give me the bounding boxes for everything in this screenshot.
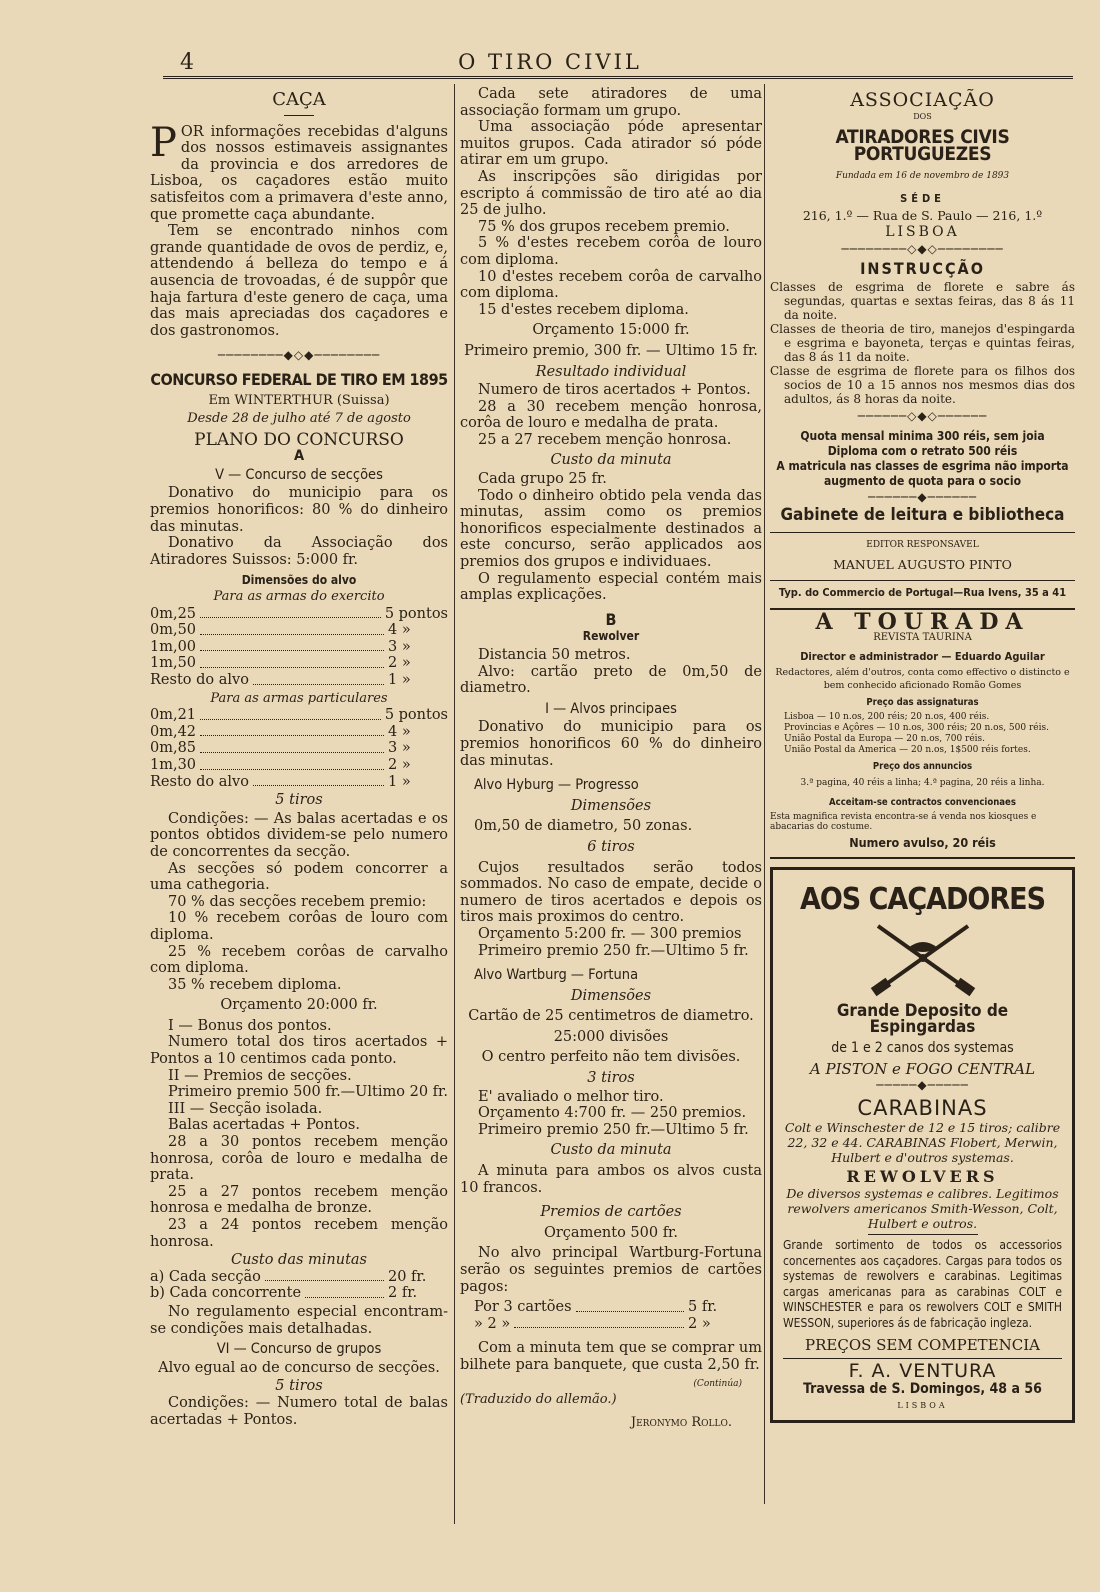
bonus-line: 28 a 30 pontos recebem menção honrosa, corôa de louro e medalha de prata.	[150, 1134, 448, 1184]
custo-row	[150, 1269, 448, 1286]
cartoes-row	[474, 1316, 748, 1333]
particulares-value: 3 »	[388, 740, 411, 757]
alvo-text: Alvo: cartão preto de 0m,50 de diametro.	[460, 663, 762, 697]
instrucao-heading: INSTRUCÇÃO	[860, 259, 985, 279]
particulares-label: 0m,85	[150, 740, 197, 757]
premio-line: Primeiro premio, 300 fr. — Ultimo 15 fr.	[464, 342, 758, 359]
cada-grupo: Cada grupo 25 fr.	[478, 471, 607, 488]
numero-text: Numero de tiros acertados + Pontos.	[478, 382, 751, 399]
ornament-divider: ────────◆◇◆────────	[217, 348, 381, 363]
dot-leader	[200, 757, 384, 770]
particulares-label: 0m,21	[150, 707, 197, 724]
particulares-row	[150, 757, 448, 774]
particulares-row	[150, 740, 448, 757]
dot-leader	[200, 707, 381, 720]
dot-leader	[200, 724, 384, 737]
rewolver-heading: Rewolver	[582, 629, 640, 644]
premio-25: 25 % recebem corôas de carvalho com diploma.	[150, 943, 448, 977]
cartao-text: Cartão de 25 centimetros de diametro.	[468, 1008, 754, 1025]
condicoes-text: Condições: — As balas acertadas e os pontos obtidos dividem-se pelo numero de concorrentes da secção.	[150, 810, 448, 860]
header-rule	[163, 76, 1073, 81]
particulares-row	[150, 724, 448, 741]
seccoes-text: As secções só podem concorrer a uma cathegoria.	[150, 860, 448, 894]
armas-exercito-heading: Para as armas do exercito	[213, 589, 385, 605]
particulares-value: 5 pontos	[384, 707, 448, 724]
column-middle	[460, 86, 762, 1431]
orcamento-4: Orçamento 500 fr.	[543, 1224, 679, 1241]
exercito-row	[150, 606, 448, 623]
dimensoes-heading-2: Dimensões	[570, 987, 652, 1004]
assoc-dos: DOS	[913, 111, 932, 121]
bonus-line: II — Premios de secções.	[168, 1067, 352, 1084]
wartburg-heading: Alvo Wartburg — Fortuna	[474, 967, 639, 984]
custo-value: 20 fr.	[388, 1268, 427, 1285]
dimensoes-heading: Dimensões	[570, 797, 652, 814]
exercito-value: 5 pontos	[384, 605, 448, 622]
bonus-line: I — Bonus dos pontos.	[168, 1017, 332, 1034]
exercito-value: 1 »	[388, 672, 411, 688]
tiros-heading-2: 5 tiros	[275, 1378, 323, 1395]
column-left	[150, 86, 448, 1428]
diametro: 0m,50 de diametro, 50 zonas.	[474, 818, 693, 835]
dot-leader	[200, 606, 381, 619]
ornament-divider: ──────◆──────	[868, 489, 977, 504]
magnifica-text: Esta magnifica revista encontra-se á venda nos kiosques e abacarias do costume.	[770, 811, 1037, 833]
donativo-1: Donativo do municipio para os premios honorificos: 80 % do dinheiro das minutas.	[150, 485, 448, 535]
grupos-heading: VI — Concurso de grupos	[216, 1341, 382, 1358]
condicoes-2: Condições: — Numero total de balas acertadas + Pontos.	[150, 1394, 448, 1428]
preco-assig-heading: Preço das assignaturas	[866, 697, 979, 709]
concurso-title: CONCURSO FEDERAL DE TIRO EM 1895	[150, 369, 448, 389]
bonus-line: III — Secção isolada.	[168, 1100, 323, 1117]
bonus-lines	[150, 1018, 448, 1250]
divider	[770, 857, 1075, 859]
cartoes-table	[460, 1299, 762, 1332]
regulamento-text: O regulamento especial contém mais amplas explicações.	[460, 570, 762, 604]
exercito-value: 3 »	[388, 638, 411, 655]
custo-label: b) Cada concorrente	[150, 1285, 302, 1302]
continua: (Continúa)	[693, 1378, 742, 1389]
editor-name: MANUEL AUGUSTO PINTO	[833, 557, 1012, 573]
dot-leader	[200, 622, 384, 635]
primeiro-2: Primeiro premio 250 fr.—Ultimo 5 fr.	[478, 942, 749, 959]
instrucao-list	[770, 280, 1075, 406]
bonus-line: Balas acertadas + Pontos.	[168, 1117, 360, 1134]
page-number: 4	[180, 50, 194, 75]
divisoes-text: 25:000 divisões	[553, 1028, 669, 1045]
particulares-row	[150, 774, 448, 791]
cartoes-label: Por 3 cartões	[474, 1299, 572, 1316]
primeiro-3: Primeiro premio 250 fr.—Ultimo 5 fr.	[478, 1121, 749, 1138]
exercito-value: 2 »	[388, 655, 411, 672]
diploma-text: Diploma com o retrato 500 réis	[827, 443, 1018, 458]
seis-tiros: 6 tiros	[587, 838, 635, 855]
crossed-rifles-icon	[868, 918, 978, 998]
alvos-principaes-heading: I — Alvos principaes	[545, 700, 677, 717]
orcamento: Orçamento 15:000 fr.	[532, 322, 690, 339]
divider	[284, 115, 314, 116]
divider	[770, 580, 1075, 581]
custo-heading: Custo da minuta	[550, 452, 672, 469]
assoc-title: ASSOCIAÇÃO	[850, 89, 995, 111]
no-alvo-text: No alvo principal Wartburg-Fortuna serão os seguintes premios de cartões pagos:	[460, 1245, 762, 1295]
resultado-heading: Resultado individual	[535, 363, 687, 380]
concurso-place: Em WINTERTHUR (Suissa)	[208, 392, 390, 408]
premios-cartoes-heading: Premios de cartões	[540, 1204, 682, 1221]
dot-leader	[305, 1285, 384, 1298]
dot-leader	[253, 774, 384, 787]
grupos-p3: As inscripções são dirigidas por escripto á commissão de tiro até ao dia 25 de julho.	[460, 168, 762, 219]
assig-line: Lisboa — 10 n.os, 200 réis; 20 n.os, 400 réis.	[784, 711, 990, 722]
preco-annuncios-heading: Preço dos annuncios	[872, 760, 973, 772]
lisboa: LISBOA	[885, 224, 960, 241]
redactores-text: Redactores, além d'outros, conta como effectivo o distincto e bem conhecido aficionado Romão Gomes	[775, 667, 1070, 691]
todo-text: Todo o dinheiro obtido pela venda das minutas, assim como os premios honorificos especialmente destinados a este concurso, serão applicados aos premios dos grupos e individuaes.	[460, 487, 762, 571]
alvo-igual: Alvo egual ao de concurso de secções.	[158, 1359, 440, 1376]
section-letter-b: B	[605, 609, 617, 629]
cartoes-label: » 2 »	[474, 1315, 511, 1332]
exercito-row	[150, 639, 448, 656]
orcamento: Orçamento 20:000 fr.	[220, 997, 378, 1014]
premio-35: 35 % recebem diploma.	[168, 976, 342, 993]
annuncios-text: 3.ª pagina, 40 réis a linha; 4.ª pagina, 20 réis a linha.	[800, 778, 1045, 789]
rewolvers-heading: REWOLVERS	[846, 1167, 999, 1187]
bonus-line: Numero total dos tiros acertados + Pontos a 10 centimos cada ponto.	[150, 1034, 448, 1068]
bonus-line: Primeiro premio 500 fr.—Ultimo 20 fr.	[168, 1084, 448, 1101]
drop-cap: P	[150, 119, 177, 166]
cartoes-row	[474, 1299, 748, 1316]
carabinas-heading: CARABINAS	[857, 1095, 988, 1120]
instrucao-item: Classes de esgrima de florete e sabre ás segundas, quartas e sextas feiras, das 8 ás 11 da noite.	[770, 279, 1075, 322]
tourada-title: A TOURADA	[815, 608, 1030, 635]
tres-tiros: 3 tiros	[587, 1070, 635, 1087]
cartoes-value: 2 »	[688, 1315, 711, 1332]
ad-box	[770, 867, 1075, 1423]
dimensoes-heading: Dimensões do alvo	[241, 573, 357, 588]
assig-line: Provincias e Açôres — 10 n.os, 300 réis; 20 n.os, 500 réis.	[784, 722, 1049, 733]
exercito-value: 4 »	[388, 622, 411, 639]
grupos-p1: Cada sete atiradores de uma associação formam um grupo.	[460, 86, 762, 119]
ventura-name: F. A. VENTURA	[848, 1359, 997, 1382]
custo-table	[150, 1269, 448, 1302]
premio-70: 70 % das secções recebem premio:	[168, 893, 427, 910]
exercito-label: 0m,25	[150, 605, 197, 622]
column-divider	[764, 84, 765, 1504]
orcamento-3: Orçamento 4:700 fr. — 250 premios.	[478, 1105, 747, 1122]
morada: 216, 1.º — Rua de S. Paulo — 216, 1.º	[802, 207, 1043, 223]
exercito-label: 0m,50	[150, 622, 197, 639]
gabinete-title: Gabinete de leitura e bibliotheca	[780, 505, 1065, 526]
sede: SÉDE	[900, 191, 945, 205]
travessa-text: Travessa de S. Domingos, 48 a 56	[803, 1381, 1042, 1398]
column-right	[770, 86, 1075, 1423]
p28-text: 28 a 30 recebem menção honrosa, corôa de louro e medalha de prata.	[460, 398, 762, 432]
piston-text: A PISTON e FOGO CENTRAL	[809, 1059, 1036, 1078]
bonus-line: 23 a 24 pontos recebem menção honrosa.	[150, 1217, 448, 1250]
exercito-label: 1m,50	[150, 655, 197, 672]
matricula-text: A matricula nas classes de esgrima não importa augmento de quota para o socio	[776, 458, 1069, 488]
director-line: Director e administrador — Eduardo Aguilar	[800, 649, 1045, 663]
grupos-p4: 75 % dos grupos recebem premio.	[478, 218, 730, 235]
minuta-text: A minuta para ambos os alvos custa 10 francos.	[460, 1163, 762, 1196]
avulso-text: Numero avulso, 20 réis	[849, 834, 996, 850]
column-divider	[454, 84, 455, 1524]
custo-heading: Custo das minutas	[231, 1252, 367, 1269]
assig-line: União Postal da Europa — 20 n.os, 700 réis.	[784, 733, 986, 744]
lisboa-footer: LISBOA	[897, 1400, 948, 1410]
assig-line: União Postal da America — 20 n.os, 1$500 réis fortes.	[784, 744, 1031, 755]
custo-row	[150, 1285, 448, 1302]
caca-text: OR informações recebidas d'alguns dos nossos estimaveis assignantes da provincia e dos arredores de Lisboa, os caçadores estão muito satisfeitos com a primavera d'este anno, que promette caça abundante.	[150, 123, 448, 223]
particulares-label: 0m,42	[150, 723, 197, 740]
centro-text: O centro perfeito não tem divisões.	[481, 1049, 741, 1066]
exercito-label: Resto do alvo	[150, 672, 249, 688]
seccoes-heading: V — Concurso de secções	[215, 466, 383, 483]
crossed-rifles-icon	[783, 918, 1062, 1003]
ornament-divider: ─────◆─────	[876, 1078, 969, 1093]
instrucao-item: Classes de theoria de tiro, manejos d'espingarda e esgrima e bayoneta, terças e quintas feiras, das 8 ás 11 da noite.	[770, 321, 1075, 364]
editor-label: EDITOR RESPONSAVEL	[866, 539, 979, 550]
armas-particulares-heading: Para as armas particulares	[210, 690, 388, 706]
deposito-text: Grande Deposito de Espingardas	[836, 1000, 1009, 1038]
exercito-label: 1m,00	[150, 638, 197, 655]
com-minuta-text: Com a minuta tem que se comprar um bilhete para banquete, que custa 2,50 fr.	[460, 1340, 762, 1373]
exercito-row	[150, 655, 448, 672]
orcamento-2: Orçamento 5:200 fr. — 300 premios	[478, 925, 742, 942]
caca-paragraph-2: Tem se encontrado ninhos com grande quantidade de ovos de perdiz, e, attendendo á belleza do tempo e á ausencia de trovoadas, é de suppôr que haja fartura d'este genero de caça, uma das mais apreciadas dos caçadores e dos gastronomos.	[150, 223, 448, 339]
bonus-line: 25 a 27 pontos recebem menção honrosa e medalha de bronze.	[150, 1183, 448, 1217]
quota-text: Quota mensal minima 300 réis, sem joia	[800, 428, 1045, 443]
section-letter-a: A	[293, 448, 305, 465]
particulares-label: Resto do alvo	[150, 773, 249, 790]
dot-leader	[200, 655, 384, 668]
canos-text: de 1 e 2 canos dos systemas	[831, 1040, 1014, 1057]
acceitam-text: Acceitam-se contractos convencionaes	[829, 797, 1016, 809]
grupos-p2: Uma associação póde apresentar muitos grupos. Cada atirador só póde atirar em um grupo.	[460, 119, 762, 169]
revista-taurina: REVISTA TAURINA	[873, 632, 972, 644]
particulares-row	[150, 707, 448, 724]
exercito-table	[150, 606, 448, 689]
caca-title: CAÇA	[272, 89, 326, 110]
donativo-2: Donativo da Associação dos Atiradores Suissos: 5:000 fr.	[150, 535, 448, 568]
grupos-p6: 10 d'estes recebem corôa de carvalho com diploma.	[460, 268, 762, 302]
dot-leader	[265, 1269, 384, 1282]
grupos-p5: 5 % d'estes recebem corôa de louro com diploma.	[460, 235, 762, 268]
particulares-value: 1 »	[388, 773, 411, 790]
ornament-divider: ──────◇◆◇──────	[857, 408, 988, 423]
concurso-dates: Desde 28 de julho até 7 de agosto	[187, 411, 411, 427]
dot-leader	[514, 1316, 684, 1329]
exercito-row	[150, 672, 448, 689]
divider	[868, 1234, 978, 1235]
hyburg-heading: Alvo Hyburg — Progresso	[474, 777, 639, 794]
avaliado-text: E' avaliado o melhor tiro.	[478, 1088, 664, 1105]
assig-list	[770, 712, 1075, 756]
ornament-divider: ────────◇◆◇────────	[841, 241, 1004, 256]
sortimento-text: Grande sortimento de todos os accessorios concernentes aos caçadores. Cargas para todos os systemas de rewolvers e carabinas. Legitimas cargas americanas para as carabinas COLT e WINSCHESTER e para os rewolvers COLT e SMITH WESSON, superiores ás de fabricação ingleza.	[783, 1238, 1062, 1330]
particulares-value: 2 »	[388, 756, 411, 773]
diversos-text: De diversos systemas e calibres. Legitimos rewolvers americanos Smith-Wesson, Colt, Hulbert e outros.	[786, 1186, 1059, 1231]
newspaper-title: O TIRO CIVIL	[458, 50, 642, 74]
dot-leader	[200, 740, 384, 753]
custo-heading-2: Custo da minuta	[550, 1142, 672, 1159]
divider	[783, 1358, 1062, 1359]
precos-text: PREÇOS SEM COMPETENCIA	[805, 1336, 1040, 1354]
colt-text: Colt e Winschester de 12 e 15 tiros; calibre 22, 32 e 44. CARABINAS Flobert, Merwin, Hulbert e d'outros systemas.	[784, 1120, 1061, 1166]
particulares-table	[150, 707, 448, 790]
instrucao-item: Classe de esgrima de florete para os filhos dos socios de 10 a 15 annos nos mesmos dias dos adultos, ás 8 horas da noite.	[770, 363, 1075, 406]
custo-label: a) Cada secção	[150, 1268, 261, 1285]
distancia: Distancia 50 metros.	[478, 647, 631, 663]
particulares-label: 1m,30	[150, 756, 197, 773]
typ-line: Typ. do Commercio de Portugal—Rua Ivens, 35 a 41	[778, 585, 1067, 599]
fundada: Fundada em 16 de novembro de 1893	[835, 171, 1010, 182]
premio-10: 10 % recebem corôas de louro com diploma.	[150, 910, 448, 943]
dot-leader	[253, 672, 384, 685]
ad-title: AOS CAÇADORES	[799, 882, 1046, 918]
atiradores-title: ATIRADORES CIVIS PORTUGUEZES	[835, 126, 1010, 165]
regulamento-text: No regulamento especial encontram-se condições mais detalhadas.	[150, 1303, 448, 1337]
cujos-text: Cujos resultados serão todos sommados. No caso de empate, decide o numero de tiros acertados e depois os tiros mais proximos do centro.	[460, 859, 762, 926]
particulares-value: 4 »	[388, 723, 411, 740]
dot-leader	[576, 1299, 684, 1312]
plano-heading: PLANO DO CONCURSO	[194, 429, 404, 450]
donativo-text: Donativo do municipio para os premios honorificos 60 % do dinheiro das minutas.	[460, 719, 762, 769]
author: Jeronymo Rollo.	[630, 1414, 732, 1430]
dot-leader	[200, 639, 384, 652]
cartoes-value: 5 fr.	[688, 1299, 718, 1316]
traduzido: (Traduzido do allemão.)	[460, 1392, 617, 1408]
caca-paragraph	[150, 119, 448, 224]
divider	[770, 532, 1075, 533]
exercito-row	[150, 622, 448, 639]
tiros-heading: 5 tiros	[275, 792, 323, 809]
p25-text: 25 a 27 recebem menção honrosa.	[478, 431, 732, 448]
custo-value: 2 fr.	[388, 1285, 418, 1302]
grupos-p7: 15 d'estes recebem diploma.	[478, 301, 689, 318]
